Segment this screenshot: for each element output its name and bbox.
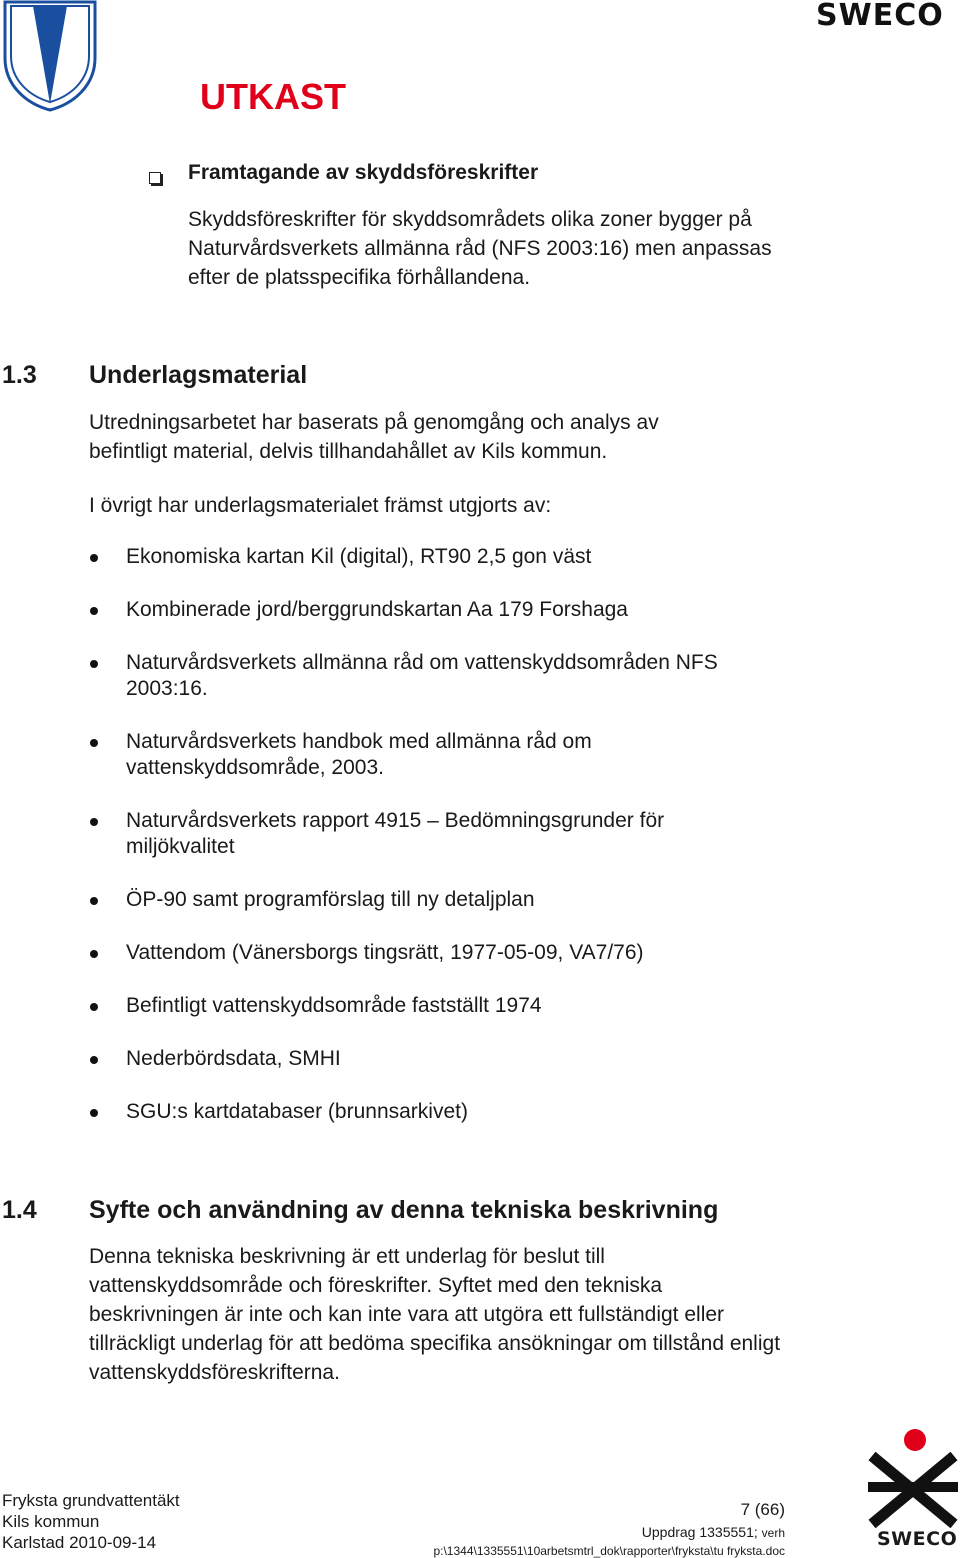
section-1-3-paragraph-1: Utredningsarbetet har baserats på genomgång och analys av befintligt material, delvis tillhandahållet av Kils kommun. [89, 411, 659, 463]
bullet-icon [90, 607, 98, 615]
bullet-icon [90, 1056, 98, 1064]
list-item: Ekonomiska kartan Kil (digital), RT90 2,5 gon väst [88, 544, 808, 570]
checkbox-icon [149, 172, 161, 184]
footer-assignment: Uppdrag 1335551; verh [641, 1524, 785, 1540]
list-item: Kombinerade jord/berggrundskartan Aa 179 Forshaga [88, 597, 808, 623]
list-item: Naturvårdsverkets handbok med allmänna råd om vattenskyddsområde, 2003. [88, 729, 686, 781]
source-material-list [88, 544, 808, 1152]
bullet-icon [90, 1109, 98, 1117]
sweco-logo-bottom: SWECO [877, 1528, 958, 1550]
sweco-logo-top: SWECO [816, 0, 944, 33]
list-item: Naturvårdsverkets allmänna råd om vattenskyddsområden NFS 2003:16. [88, 650, 746, 702]
section-title-1-4: Syfte och användning av denna tekniska beskrivning [89, 1196, 719, 1224]
bullet-icon [90, 554, 98, 562]
section-1-4-paragraph: Denna tekniska beskrivning är ett underlag för beslut till vattenskyddsområde och föreskrifter. Syftet med den tekniska beskrivningen är inte och kan inte vara att utgöra ett fullständigt eller tillräckligt underlag för att bedöma specifika ansökningar om tillstånd enligt vattenskyddsföreskrifterna. [89, 1245, 781, 1384]
sweco-logo-mark-icon [866, 1428, 960, 1528]
list-item: Befintligt vattenskyddsområde fastställt 1974 [88, 993, 808, 1019]
bullet-icon [90, 660, 98, 668]
footer-location-date: Karlstad 2010-09-14 [2, 1533, 157, 1552]
footer-filepath: p:\1344\1335551\10arbetsmtrl_dok\rapporter\fryksta\tu fryksta.doc [433, 1544, 785, 1558]
checkbox-item-title: Framtagande av skyddsföreskrifter [188, 161, 539, 184]
bullet-icon [90, 950, 98, 958]
section-number-1-4: 1.4 [2, 1196, 37, 1224]
bullet-icon [90, 739, 98, 747]
footer-left [2, 1490, 180, 1553]
section-number-1-3: 1.3 [2, 361, 37, 389]
list-item: SGU:s kartdatabaser (brunnsarkivet) [88, 1099, 808, 1125]
section-1-3-paragraph-2: I övrigt har underlagsmaterialet främst utgjorts av: [89, 494, 552, 517]
bullet-icon [90, 818, 98, 826]
footer-right [433, 1500, 785, 1558]
bullet-icon [90, 1003, 98, 1011]
list-item: ÖP-90 samt programförslag till ny detaljplan [88, 887, 808, 913]
page-number: 7 (66) [740, 1500, 785, 1519]
municipality-crest-icon [3, 0, 97, 112]
bullet-icon [90, 897, 98, 905]
footer-client: Kils kommun [2, 1512, 100, 1531]
list-item: Nederbördsdata, SMHI [88, 1046, 808, 1072]
footer-project: Fryksta grundvattentäkt [2, 1491, 180, 1510]
list-item: Naturvårdsverkets rapport 4915 – Bedömningsgrunder för miljökvalitet [88, 808, 746, 860]
draft-label: UTKAST [200, 76, 346, 117]
checkbox-item-text: Skyddsföreskrifter för skyddsområdets olika zoner bygger på Naturvårdsverkets allmänna råd (NFS 2003:16) men anpassas efter de platsspecifika förhållandena. [188, 208, 772, 289]
section-title-1-3: Underlagsmaterial [89, 361, 308, 389]
list-item: Vattendom (Vänersborgs tingsrätt, 1977-05-09, VA7/76) [88, 940, 808, 966]
